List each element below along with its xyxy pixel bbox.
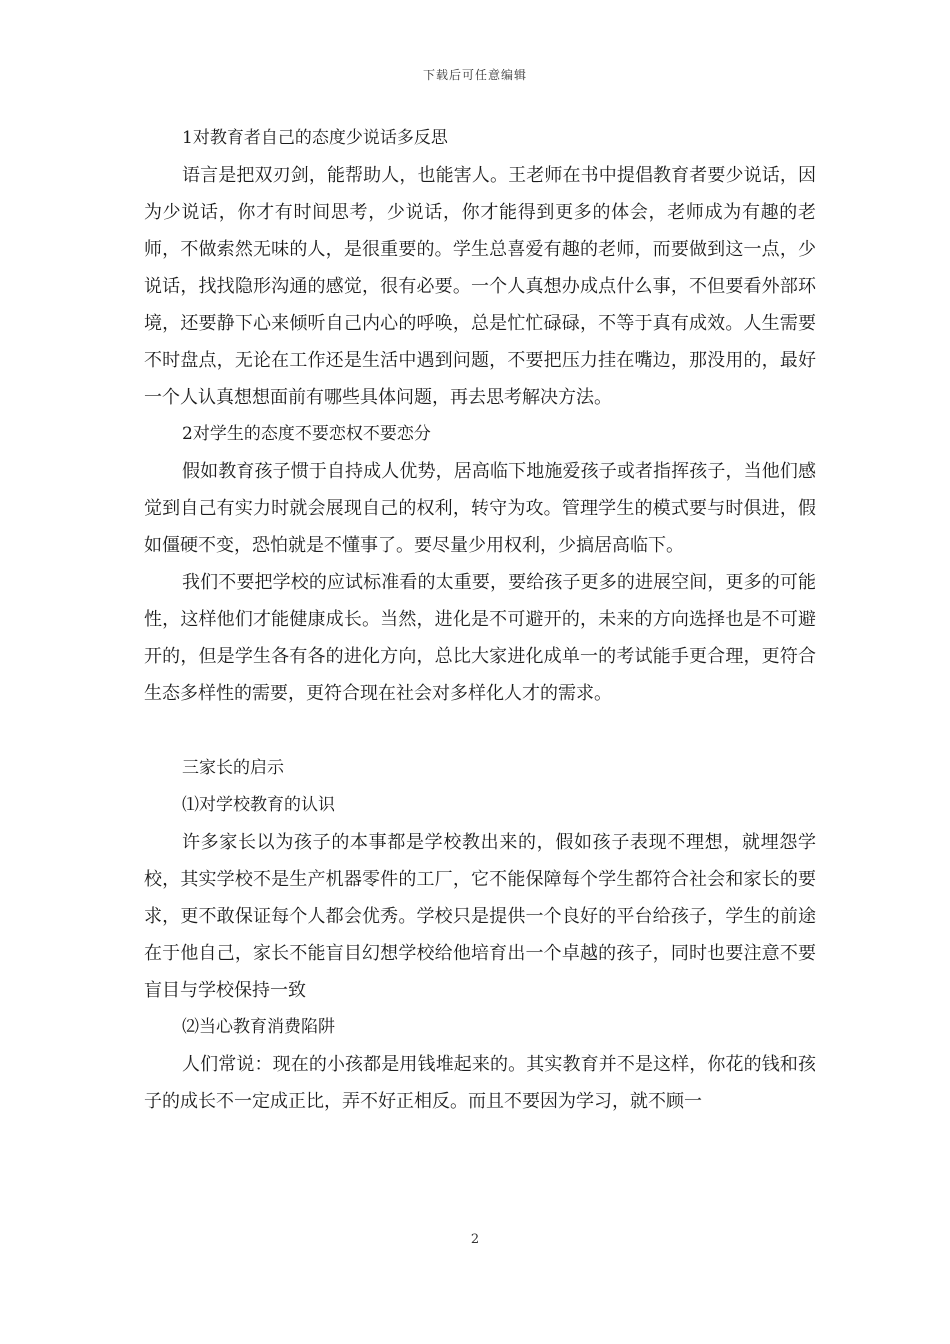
section-2-heading: 2对学生的态度不要恋权不要恋分 <box>182 424 431 444</box>
section-3-paragraph-2: 人们常说：现在的小孩都是用钱堆起来的。其实教育并不是这样，你花的钱和孩子的成长不一定成正比，弄不好正相反。而且不要因为学习，就不顾一 <box>144 1054 816 1112</box>
section-1-paragraph-1: 语言是把双刃剑，能帮助人，也能害人。王老师在书中提倡教育者要少说话，因为少说话，你才有时间思考，少说话，你才能得到更多的体会，老师成为有趣的老师，不做索然无味的人，是很重要的。学生总喜爱有趣的老师，而要做到这一点，少说话，找找隐形沟通的感觉，很有必要。一个人真想办成点什么事，不但要看外部环境，还要静下心来倾听自己内心的呼唤，总是忙忙碌碌，不等于真有成效。人生需要不时盘点，无论在工作还是生活中遇到问题，不要把压力挂在嘴边，那没用的，最好一个人认真想想面前有哪些具体问题，再去思考解决方法。 <box>144 165 816 408</box>
section-1-heading: 1对教育者自己的态度少说话多反思 <box>182 128 448 148</box>
document-body <box>144 120 816 1120</box>
section-3-subheading-2: ⑵当心教育消费陷阱 <box>182 1017 335 1037</box>
section-3-paragraph-1: 许多家长以为孩子的本事都是学校教出来的，假如孩子表现不理想，就埋怨学校，其实学校不是生产机器零件的工厂，它不能保障每个学生都符合社会和家长的要求，更不敢保证每个人都会优秀。学校只是提供一个良好的平台给孩子，学生的前途在于他自己，家长不能盲目幻想学校给他培育出一个卓越的孩子，同时也要注意不要盲目与学校保持一致 <box>144 832 816 1001</box>
section-2-paragraph-2: 我们不要把学校的应试标准看的太重要，要给孩子更多的进展空间，更多的可能性，这样他们才能健康成长。当然，进化是不可避开的，未来的方向选择也是不可避开的，但是学生各有各的进化方向，总比大家进化成单一的考试能手更合理，更符合生态多样性的需要，更符合现在社会对多样化人才的需求。 <box>144 572 816 704</box>
page-number: 2 <box>470 1232 480 1247</box>
section-3-heading: 三家长的启示 <box>182 758 284 778</box>
blank-line <box>144 712 816 750</box>
section-3-subheading-1: ⑴对学校教育的认识 <box>182 795 335 815</box>
section-2-paragraph-1: 假如教育孩子惯于自持成人优势，居高临下地施爱孩子或者指挥孩子，当他们感觉到自己有实力时就会展现自己的权利，转守为攻。管理学生的模式要与时俱进，假如僵硬不变，恐怕就是不懂事了。要尽量少用权利，少搞居高临下。 <box>144 461 816 556</box>
page-header: 下载后可任意编辑 <box>422 68 527 82</box>
